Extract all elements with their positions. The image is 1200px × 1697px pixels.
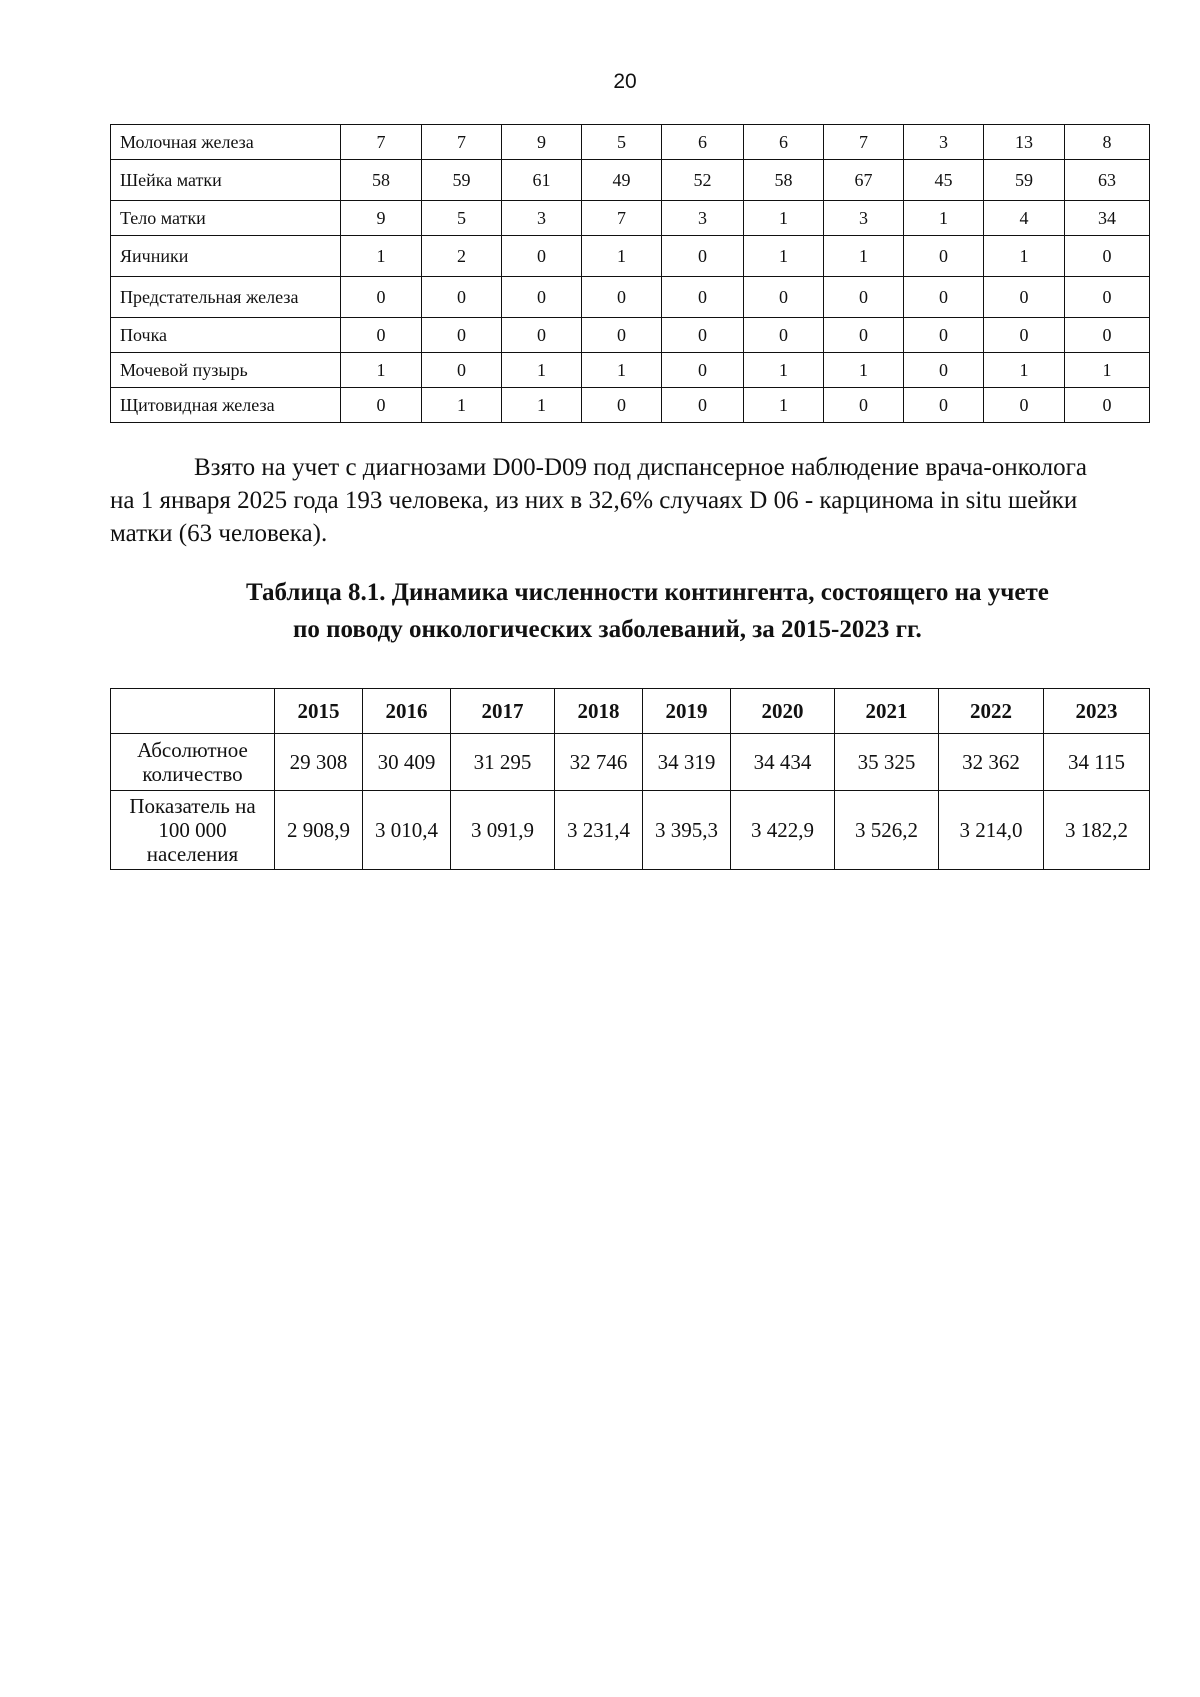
year-header-cell: 2021 [835, 689, 939, 734]
value-cell: 0 [662, 318, 744, 353]
organ-label-cell: Мочевой пузырь [111, 353, 341, 388]
paragraph-line: на 1 января 2025 года 193 человека, из них в 32,6% случаях D 06 - карцинома in situ шейки [110, 487, 1078, 514]
caption-line: по поводу онкологических заболеваний, за 2015-2023 гг. [293, 616, 922, 643]
value-cell: 59 [984, 160, 1065, 201]
value-cell: 0 [662, 353, 744, 388]
value-cell: 0 [904, 353, 984, 388]
organ-label-cell: Шейка матки [111, 160, 341, 201]
value-cell: 0 [341, 318, 422, 353]
year-header-cell: 2017 [451, 689, 555, 734]
organ-label-cell: Яичники [111, 236, 341, 277]
value-cell: 1 [744, 236, 824, 277]
value-cell: 59 [422, 160, 502, 201]
value-cell: 0 [824, 318, 904, 353]
year-header-cell: 2022 [939, 689, 1044, 734]
value-cell: 0 [662, 388, 744, 423]
organ-label-cell: Щитовидная железа [111, 388, 341, 423]
value-cell: 0 [904, 277, 984, 318]
value-cell: 63 [1065, 160, 1150, 201]
year-header-cell: 2016 [363, 689, 451, 734]
organ-table-body [111, 125, 1150, 423]
value-cell: 0 [824, 277, 904, 318]
value-cell: 58 [744, 160, 824, 201]
value-cell: 5 [582, 125, 662, 160]
value-cell: 0 [502, 236, 582, 277]
value-cell: 58 [341, 160, 422, 201]
row-label-line: 100 000 [158, 818, 227, 842]
year-header-cell: 2020 [731, 689, 835, 734]
value-cell: 1 [984, 353, 1065, 388]
value-cell: 1 [502, 353, 582, 388]
value-cell: 1 [582, 353, 662, 388]
value-cell: 0 [904, 236, 984, 277]
empty-corner-cell [111, 689, 275, 734]
value-cell: 49 [582, 160, 662, 201]
value-cell: 0 [1065, 318, 1150, 353]
value-cell: 3 [502, 201, 582, 236]
row-label-rate [111, 791, 275, 870]
table-row [111, 318, 1150, 353]
page-number: 20 [613, 70, 637, 93]
value-cell: 1 [341, 236, 422, 277]
rate-value-cell: 3 422,9 [731, 791, 835, 870]
row-label-line: Абсолютное [137, 738, 248, 762]
row-label-line: населения [146, 842, 239, 866]
value-cell: 7 [824, 125, 904, 160]
value-cell: 1 [341, 353, 422, 388]
value-cell: 7 [422, 125, 502, 160]
value-cell: 4 [984, 201, 1065, 236]
value-cell: 0 [1065, 236, 1150, 277]
absolute-value-cell: 34 434 [731, 734, 835, 791]
value-cell: 1 [582, 236, 662, 277]
value-cell: 0 [422, 318, 502, 353]
rate-value-cell: 3 091,9 [451, 791, 555, 870]
table-row [111, 277, 1150, 318]
table-row [111, 236, 1150, 277]
value-cell: 13 [984, 125, 1065, 160]
value-cell: 0 [341, 277, 422, 318]
absolute-value-cell: 34 115 [1044, 734, 1150, 791]
rate-value-cell: 3 010,4 [363, 791, 451, 870]
row-label-line: Показатель на [129, 794, 256, 818]
value-cell: 1 [984, 236, 1065, 277]
value-cell: 0 [984, 277, 1065, 318]
value-cell: 0 [422, 277, 502, 318]
organ-label-cell: Почка [111, 318, 341, 353]
value-cell: 34 [1065, 201, 1150, 236]
value-cell: 1 [824, 353, 904, 388]
value-cell: 0 [744, 318, 824, 353]
value-cell: 0 [744, 277, 824, 318]
table-row [111, 125, 1150, 160]
value-cell: 1 [422, 388, 502, 423]
organ-label-cell: Молочная железа [111, 125, 341, 160]
absolute-count-row [111, 734, 1150, 791]
organ-label-cell: Тело матки [111, 201, 341, 236]
value-cell: 52 [662, 160, 744, 201]
value-cell: 3 [904, 125, 984, 160]
table-row [111, 160, 1150, 201]
rate-value-cell: 3 395,3 [643, 791, 731, 870]
value-cell: 9 [502, 125, 582, 160]
value-cell: 7 [341, 125, 422, 160]
value-cell: 5 [422, 201, 502, 236]
year-header-cell: 2019 [643, 689, 731, 734]
value-cell: 1 [824, 236, 904, 277]
absolute-value-cell: 30 409 [363, 734, 451, 791]
value-cell: 1 [744, 201, 824, 236]
value-cell: 9 [341, 201, 422, 236]
absolute-value-cell: 35 325 [835, 734, 939, 791]
value-cell: 0 [341, 388, 422, 423]
value-cell: 6 [662, 125, 744, 160]
value-cell: 0 [824, 388, 904, 423]
value-cell: 3 [662, 201, 744, 236]
value-cell: 2 [422, 236, 502, 277]
row-label-line: количество [142, 762, 243, 786]
value-cell: 61 [502, 160, 582, 201]
table-caption [110, 574, 1150, 648]
caption-line: Таблица 8.1. Динамика численности контингента, состоящего на учете [246, 579, 1049, 606]
value-cell: 6 [744, 125, 824, 160]
value-cell: 67 [824, 160, 904, 201]
table-row [111, 388, 1150, 423]
value-cell: 0 [1065, 277, 1150, 318]
value-cell: 0 [502, 277, 582, 318]
rate-value-cell: 2 908,9 [275, 791, 363, 870]
value-cell: 0 [582, 318, 662, 353]
contingent-dynamics-table [110, 688, 1150, 870]
paragraph-line: Взято на учет с диагнозами D00-D09 под диспансерное наблюдение врача-онколога [194, 454, 1087, 481]
year-header-cell: 2018 [555, 689, 643, 734]
value-cell: 0 [1065, 388, 1150, 423]
paragraph-line: матки (63 человека). [110, 520, 328, 547]
row-label-absolute [111, 734, 275, 791]
absolute-value-cell: 29 308 [275, 734, 363, 791]
value-cell: 0 [984, 318, 1065, 353]
value-cell: 1 [744, 353, 824, 388]
value-cell: 0 [502, 318, 582, 353]
value-cell: 0 [582, 277, 662, 318]
value-cell: 1 [904, 201, 984, 236]
absolute-value-cell: 31 295 [451, 734, 555, 791]
year-header-cell: 2015 [275, 689, 363, 734]
year-header-cell: 2023 [1044, 689, 1150, 734]
value-cell: 1 [744, 388, 824, 423]
table-row [111, 201, 1150, 236]
organ-statistics-table [110, 124, 1150, 423]
value-cell: 0 [582, 388, 662, 423]
value-cell: 0 [904, 318, 984, 353]
value-cell: 0 [904, 388, 984, 423]
value-cell: 1 [502, 388, 582, 423]
table-row [111, 353, 1150, 388]
rate-value-cell: 3 231,4 [555, 791, 643, 870]
value-cell: 3 [824, 201, 904, 236]
value-cell: 0 [662, 277, 744, 318]
rate-per-100k-row [111, 791, 1150, 870]
value-cell: 0 [984, 388, 1065, 423]
value-cell: 1 [1065, 353, 1150, 388]
value-cell: 0 [662, 236, 744, 277]
rate-value-cell: 3 214,0 [939, 791, 1044, 870]
value-cell: 45 [904, 160, 984, 201]
rate-value-cell: 3 526,2 [835, 791, 939, 870]
value-cell: 8 [1065, 125, 1150, 160]
value-cell: 7 [582, 201, 662, 236]
absolute-value-cell: 32 362 [939, 734, 1044, 791]
absolute-value-cell: 32 746 [555, 734, 643, 791]
years-header-row [111, 689, 1150, 734]
diagnosis-paragraph [110, 451, 1150, 550]
organ-label-cell: Предстательная железа [111, 277, 341, 318]
value-cell: 0 [422, 353, 502, 388]
rate-value-cell: 3 182,2 [1044, 791, 1150, 870]
absolute-value-cell: 34 319 [643, 734, 731, 791]
